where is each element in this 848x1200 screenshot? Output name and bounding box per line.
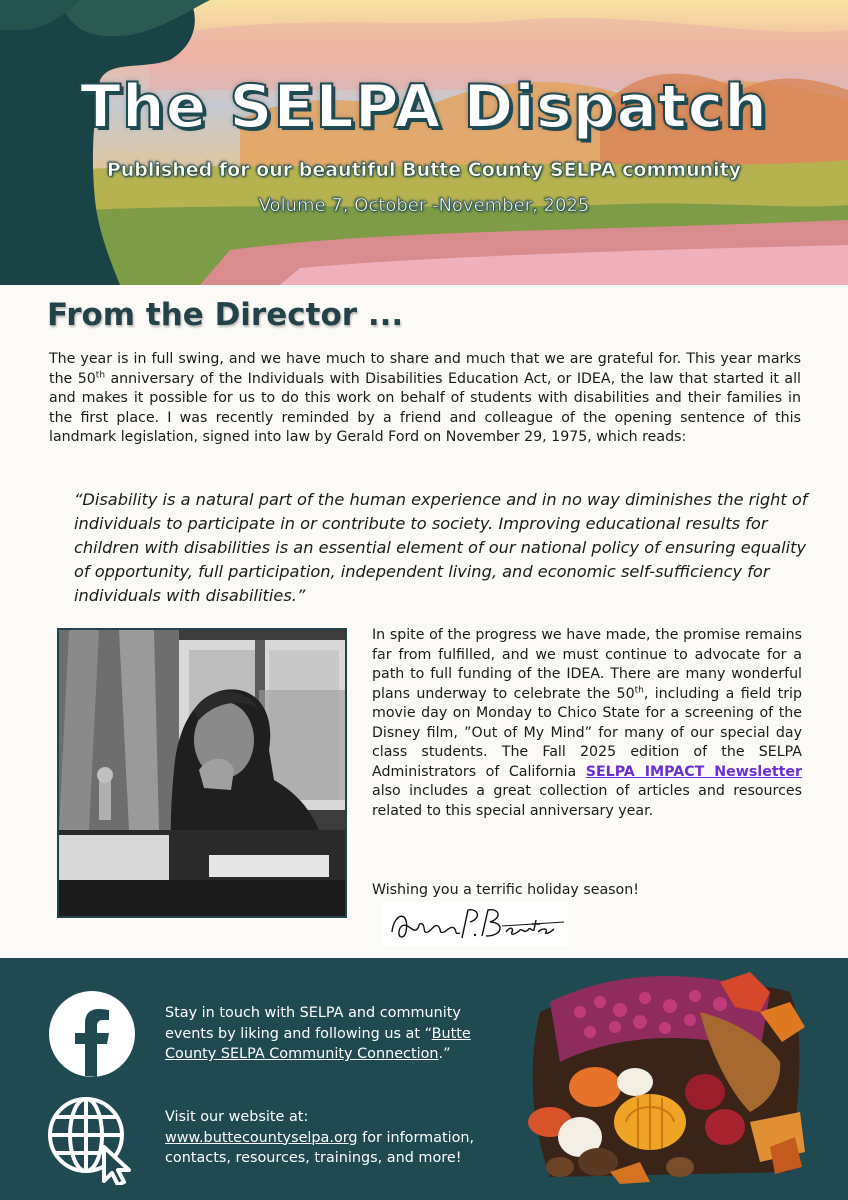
closing-line: Wishing you a terrific holiday season! [372, 882, 639, 898]
facebook-icon[interactable] [49, 991, 135, 1077]
column-superscript: th [634, 684, 644, 695]
header-banner [0, 0, 848, 285]
article-column [372, 626, 802, 821]
website-callout [165, 1107, 510, 1169]
website-description: for information, contacts, resources, trainings, and more! [165, 1129, 475, 1166]
column-text-2: , including a field trip movie day on Monday to Chico State for a screening of the Disney film, ”Out of My Mind” for many of our special day class students. The Fall 2025 edition of the SELPA Administrators of California [372, 685, 803, 780]
newsletter-volume: Volume 7, October -November, 2025 [258, 195, 590, 216]
signature-image [382, 902, 568, 946]
intro-superscript: th [95, 369, 106, 380]
website-intro: Visit our website at: [165, 1109, 309, 1125]
idea-quote: “Disability is a natural part of the human experience and in no way diminishes the right of individuals to participate in or contribute to society. Improving educational results for children with disabilities is an essential element of our national policy of ensuring equality of opportunity, full participation, independent living, and economic self-sufficiency for individuals with disabilities.” [74, 490, 808, 605]
facebook-callout [165, 1003, 510, 1065]
autumn-harvest-image [520, 972, 812, 1186]
newsletter-subtitle: Published for our beautiful Butte County SELPA community [106, 159, 742, 181]
intro-text-2: anniversary of the Individuals with Disabilities Education Act, or IDEA, the law that started it all and makes it possible for us to do this work on behalf of students with disabilities and their families in the first place. I was recently reminded by a friend and colleague of the opening sentence of this landmark legislation, signed into law by Gerald Ford on November 29, 1975, which reads: [49, 370, 801, 445]
globe-cursor-icon[interactable] [44, 1093, 136, 1185]
intro-paragraph [49, 350, 801, 448]
column-paragraph [372, 626, 802, 821]
landscape-painting [0, 0, 848, 285]
column-text-1: In spite of the progress we have made, the promise remains far from fulfilled, and we must continue to advocate for a path to full funding of the IDEA. There are many wonderful plans underway to celebrate the 50 [372, 627, 802, 702]
facebook-page-link[interactable]: Butte County SELPA Community Connection [165, 1025, 471, 1062]
facebook-text: Stay in touch with SELPA and community events by liking and following us at “ [165, 1005, 461, 1042]
facebook-text-end: .” [438, 1046, 451, 1062]
website-link[interactable]: www.buttecountyselpa.org [165, 1129, 358, 1146]
photo-illustration [59, 630, 347, 918]
selpa-impact-newsletter-link[interactable]: SELPA IMPACT Newsletter [585, 763, 802, 780]
intro-text-1: The year is in full swing, and we have much to share and much that we are grateful for. This year marks the 50 [49, 351, 801, 387]
section-heading: From the Director ... [47, 297, 404, 333]
director-signature [382, 902, 568, 946]
column-text-3: also includes a great collection of articles and resources related to this special anniversary year. [372, 783, 802, 819]
newsletter-title: The SELPA Dispatch [80, 72, 768, 142]
gerald-ford-photo [57, 628, 347, 918]
